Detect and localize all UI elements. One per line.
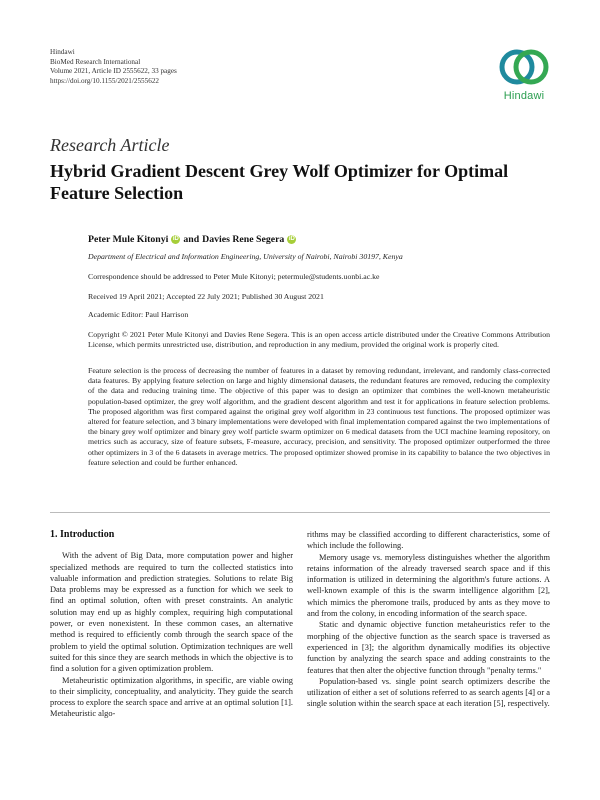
copyright-notice: Copyright © 2021 Peter Mule Kitonyi and Davies Rene Segera. This is an open access article distributed under the Creative Commons Attribution License, which permits unrestricted use, distribution, and reproduction in any medium, provided the original work is properly cited. — [88, 330, 550, 350]
abstract: Feature selection is the process of decreasing the number of features in a dataset by removing redundant, irrelevant, and randomly class-corrected data features. By applying feature selection on large and highly dimensional datasets, the redundant features are removed, reducing the complexity of the data and reducing training time. The objective of this paper was to design an optimizer that combines the well-known metaheuristic population-based optimizer, the grey wolf algorithm, and the gradient descent algorithm and test it for applications in feature selection problems. The proposed algorithm was first compared against the original grey wolf algorithm in 23 continuous test functions. The proposed optimizer was altered for feature selection, and 3 binary implementations were developed with final implementation compared against the two implementations of the binary grey wolf optimizer and binary grey wolf particle swarm optimizer on 6 medical datasets from the UCI machine learning repository, on metrics such as accuracy, size of feature subsets, F-measure, accuracy, precision, and sensitivity. The proposed optimizer outperformed the three other optimizers in 3 of the 6 datasets in average metrics. The proposed optimizer showed promise in its capability to balance the two objectives in feature selection and could be further enhanced. — [88, 366, 550, 467]
section-divider — [50, 512, 550, 513]
academic-editor: Academic Editor: Paul Harrison — [88, 310, 189, 319]
doi-link[interactable]: https://doi.org/10.1155/2021/2555622 — [50, 76, 160, 85]
hindawi-logo-text: Hindawi — [503, 90, 545, 102]
paragraph: Memory usage vs. memoryless distinguishes whether the algorithm retains information of the already traversed search space and if this information is utilized in determining the algorithm's future actions. A well-known example of this is the swarm intelligence algorithm [2], which mimics the pheromone trails, produced by ants as they move to and from the colony, in encoding information of the search space. — [307, 552, 550, 619]
authors-line — [88, 234, 296, 245]
publisher-name: Hindawi — [50, 48, 75, 56]
left-column — [50, 529, 293, 720]
paragraph: With the advent of Big Data, more computation power and higher specialized methods are required to turn the collected statistics into valuable information and prediction strategies. Solutions to relate Big Data problems may be expressed as a function for which we seek to find an optimal solution, often with preset constraints. An analytic solution may end up as highly complex, requiring high computational power, or even nonexistent. In these common cases, an alternative method is required to efficiently comb through the search space of the problem to yield the optimal solution. Optimization techniques are well suited for this since they are search methods in which the objective is to find a solution for a given optimization problem. — [50, 551, 293, 674]
paragraph: rithms may be classified according to different characteristics, some of which include the following. — [307, 530, 550, 551]
article-title: Hybrid Gradient Descent Grey Wolf Optimizer for Optimal Feature Selection — [50, 161, 509, 203]
paragraph: Population-based vs. single point search optimizers describe the utilization of either a set of solutions referred to as search agents [4] or a single solution within the search space at each iteration [5], respectively. — [307, 676, 550, 709]
volume-line: Volume 2021, Article ID 2555622, 33 pages — [50, 67, 177, 76]
author-name[interactable]: Peter Mule Kitonyi — [88, 234, 169, 245]
section-heading: 1. Introduction — [50, 529, 115, 540]
correspondence: Correspondence should be addressed to Peter Mule Kitonyi; petermule@students.uonbi.ac.ke — [88, 272, 380, 281]
orcid-icon[interactable]: iD — [172, 236, 179, 242]
journal-name: BioMed Research International — [50, 57, 141, 66]
paragraph: Metaheuristic optimization algorithms, in specific, are viable owing to their simplicity, conceptuality, and analyticity. They guide the search process to explore the search space and arrive at an optimal solution [1]. Metaheuristic algo- — [50, 675, 293, 719]
orcid-icon[interactable]: iD — [288, 236, 295, 242]
article-type: Research Article — [50, 135, 170, 155]
right-column — [307, 529, 550, 710]
journal-meta — [50, 48, 177, 86]
hindawi-logo[interactable] — [496, 46, 552, 106]
publication-dates: Received 19 April 2021; Accepted 22 July 2021; Published 30 August 2021 — [88, 292, 324, 301]
hindawi-logo-icon — [496, 46, 552, 88]
affiliation: Department of Electrical and Information Engineering, University of Nairobi, Nairobi 30197, Kenya — [88, 252, 403, 261]
author-conjunction: and — [183, 234, 200, 245]
paragraph: Static and dynamic objective function metaheuristics refer to the morphing of the objective function as the search space is traversed as experienced in [3]; the algorithm dynamically modifies its objective function by analyzing the search space and adding constraints to the features that then alter the objective function through "penalty terms." — [307, 620, 550, 675]
author-name[interactable]: Davies Rene Segera — [202, 234, 285, 245]
